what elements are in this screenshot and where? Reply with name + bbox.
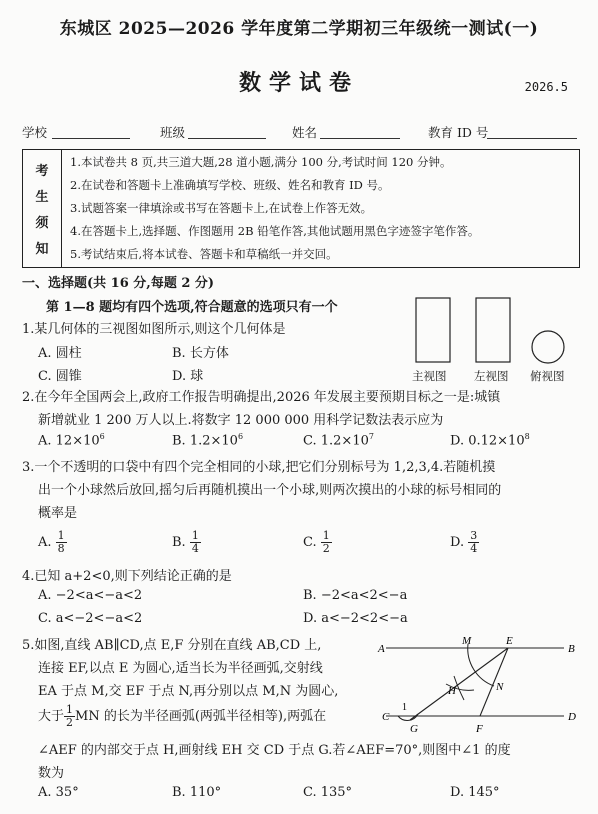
point-d-label: D <box>568 711 576 723</box>
q3-option-c[interactable] <box>303 530 332 555</box>
point-g-label: G <box>410 723 418 735</box>
q1-option-d[interactable]: D. 球 <box>172 369 204 384</box>
q2-option-b[interactable] <box>172 432 243 448</box>
notice-item: 3.试题答案一律填涂或书写在答题卡上,在试卷上作答无效。 <box>70 201 373 215</box>
point-e-label: E <box>506 635 513 647</box>
q4-stem: 4.已知 a+2<0,则下列结论正确的是 <box>22 569 232 584</box>
q1-option-b[interactable]: B. 长方体 <box>172 346 229 361</box>
front-view-rect <box>416 298 450 362</box>
exam-subtitle: 数学试卷 <box>238 70 359 96</box>
q5-line1: 5.如图,直线 AB∥CD,点 E,F 分别在直线 AB,CD 上, <box>22 638 322 653</box>
q1-option-c[interactable]: C. 圆锥 <box>38 369 82 384</box>
q3-option-d[interactable] <box>450 530 479 555</box>
notice-item: 4.在答题卡上,选择题、作图题用 2B 铅笔作答,其他试题用黑色字迹签字笔作答。 <box>70 224 480 238</box>
exam-title: 东城区 2025—2026 学年度第二学期初三年级统一测试(一) <box>59 19 539 39</box>
arc-mn <box>468 644 494 686</box>
notice-char: 生 <box>35 190 49 205</box>
point-h-label: H <box>448 685 456 697</box>
q4-option-b[interactable]: B. −2<a<2<−a <box>303 588 408 603</box>
side-view-rect <box>476 298 510 362</box>
denominator: 4 <box>191 542 199 555</box>
numerator: 3 <box>470 529 478 542</box>
q3-line1: 3.一个不透明的口袋中有四个完全相同的小球,把它们分别标号为 1,2,3,4.若随机摸 <box>22 460 496 475</box>
q2-a-base: A. 12×10 <box>38 433 100 449</box>
q5-line5: ∠AEF 的内部交于点 H,画射线 EH 交 CD 于点 G.若∠AEF=70°,则图中∠1 的度 <box>38 743 511 758</box>
q5-line4-post: MN 的长为半径画弧(两弧半径相等),两弧在 <box>75 709 327 724</box>
notice-item: 2.在试卷和答题卡上准确填写学校、班级、姓名和教育 ID 号。 <box>70 178 390 192</box>
q1-option-a[interactable]: A. 圆柱 <box>38 346 82 361</box>
top-view-circle <box>532 331 564 363</box>
q3-b-fraction <box>190 530 201 555</box>
q3-option-a[interactable] <box>38 530 67 555</box>
section-heading: 一、选择题(共 16 分,每题 2 分) <box>22 276 215 291</box>
numerator: 1 <box>66 703 74 716</box>
q5-option-a[interactable]: A. 35° <box>38 785 79 800</box>
q5-line4 <box>38 704 326 729</box>
q5-option-c[interactable]: C. 135° <box>303 785 353 800</box>
q4-option-d[interactable]: D. a<−2<2<−a <box>303 611 408 626</box>
q3-d-fraction <box>468 530 479 555</box>
q3-line3: 概率是 <box>38 506 78 521</box>
q4-option-c[interactable]: C. a<−2<−a<2 <box>38 611 143 626</box>
denominator: 8 <box>57 542 65 555</box>
q2-d-exp: 8 <box>524 432 530 441</box>
denominator: 2 <box>322 542 330 555</box>
q5-option-b[interactable]: B. 110° <box>172 785 222 800</box>
q2-line2: 新增就业 1 200 万人以上.将数字 12 000 000 用科学记数法表示应为 <box>38 413 444 428</box>
q2-line1: 2.在今年全国两会上,政府工作报告明确提出,2026 年发展主要预期目标之一是:城镇 <box>22 390 501 405</box>
q5-line2: 连接 EF,以点 E 为圆心,适当长为半径画弧,交射线 <box>38 661 323 676</box>
numerator: 1 <box>191 529 199 542</box>
notice-side <box>23 150 62 267</box>
notice-item: 5.考试结束后,将本试卷、答题卡和草稿纸一并交回。 <box>70 247 338 261</box>
numerator: 1 <box>322 529 330 542</box>
q5-line4-pre: 大于 <box>38 709 65 724</box>
id-label: 教育 ID 号 <box>428 125 489 140</box>
notice-char: 知 <box>35 242 49 257</box>
q2-a-exp: 6 <box>99 432 105 441</box>
q2-c-base: C. 1.2×10 <box>303 433 369 449</box>
notice-char: 须 <box>35 216 49 231</box>
q2-b-exp: 6 <box>237 432 244 441</box>
point-b-label: B <box>568 643 575 655</box>
exam-date: 2026.5 <box>524 80 568 94</box>
name-field[interactable] <box>320 138 400 139</box>
point-n-label: N <box>496 681 504 693</box>
school-label: 学校 <box>22 125 48 140</box>
point-f-label: F <box>476 723 483 735</box>
notice-char: 考 <box>35 164 49 179</box>
school-field[interactable] <box>52 138 130 139</box>
top-view-label: 俯视图 <box>530 369 565 383</box>
point-c-label: C <box>382 711 390 723</box>
id-field[interactable] <box>487 138 577 139</box>
section-intro: 第 1—8 题均有四个选项,符合题意的选项只有一个 <box>46 300 338 315</box>
point-m-label: M <box>462 635 472 647</box>
q5-half-fraction <box>64 704 75 729</box>
q3-option-b[interactable] <box>172 530 201 555</box>
q2-option-a[interactable] <box>38 432 105 448</box>
class-label: 班级 <box>160 125 186 140</box>
q3-a-fraction <box>56 530 67 555</box>
q5-line6: 数为 <box>38 766 65 781</box>
q3-line2: 出一个小球然后放回,摇匀后再随机摸出一个小球,则两次摸出的小球的标号相同的 <box>38 483 502 498</box>
q5-line3: EA 于点 M,交 EF 于点 N,再分别以点 M,N 为圆心, <box>38 684 339 699</box>
q3-a-label: A. <box>38 535 52 550</box>
q3-c-label: C. <box>303 535 317 550</box>
q3-c-fraction <box>321 530 332 555</box>
name-label: 姓名 <box>292 125 318 140</box>
q3-b-label: B. <box>172 535 186 550</box>
q4-option-a[interactable]: A. −2<a<−a<2 <box>38 588 143 603</box>
angle1-arc <box>398 714 418 720</box>
q2-option-c[interactable] <box>303 432 374 448</box>
class-field[interactable] <box>188 138 266 139</box>
point-a-label: A <box>378 643 385 655</box>
notice-item: 1.本试卷共 8 页,共三道大题,28 道小题,满分 100 分,考试时间 120 分钟。 <box>70 155 452 169</box>
angle1-label: 1 <box>402 702 407 713</box>
denominator: 4 <box>470 542 478 555</box>
numerator: 1 <box>57 529 65 542</box>
q2-d-base: D. 0.12×10 <box>450 433 525 449</box>
q2-b-base: B. 1.2×10 <box>172 433 238 449</box>
side-view-label: 左视图 <box>474 369 509 383</box>
notice-box <box>22 149 580 268</box>
front-view-label: 主视图 <box>412 369 447 383</box>
q3-d-label: D. <box>450 535 465 550</box>
q2-c-exp: 7 <box>368 432 374 441</box>
q2-option-d[interactable] <box>450 432 530 448</box>
q5-option-d[interactable]: D. 145° <box>450 785 500 800</box>
denominator: 2 <box>66 716 74 729</box>
parallel-lines-figure <box>376 628 578 738</box>
q1-stem: 1.某几何体的三视图如图所示,则这个几何体是 <box>22 322 286 337</box>
